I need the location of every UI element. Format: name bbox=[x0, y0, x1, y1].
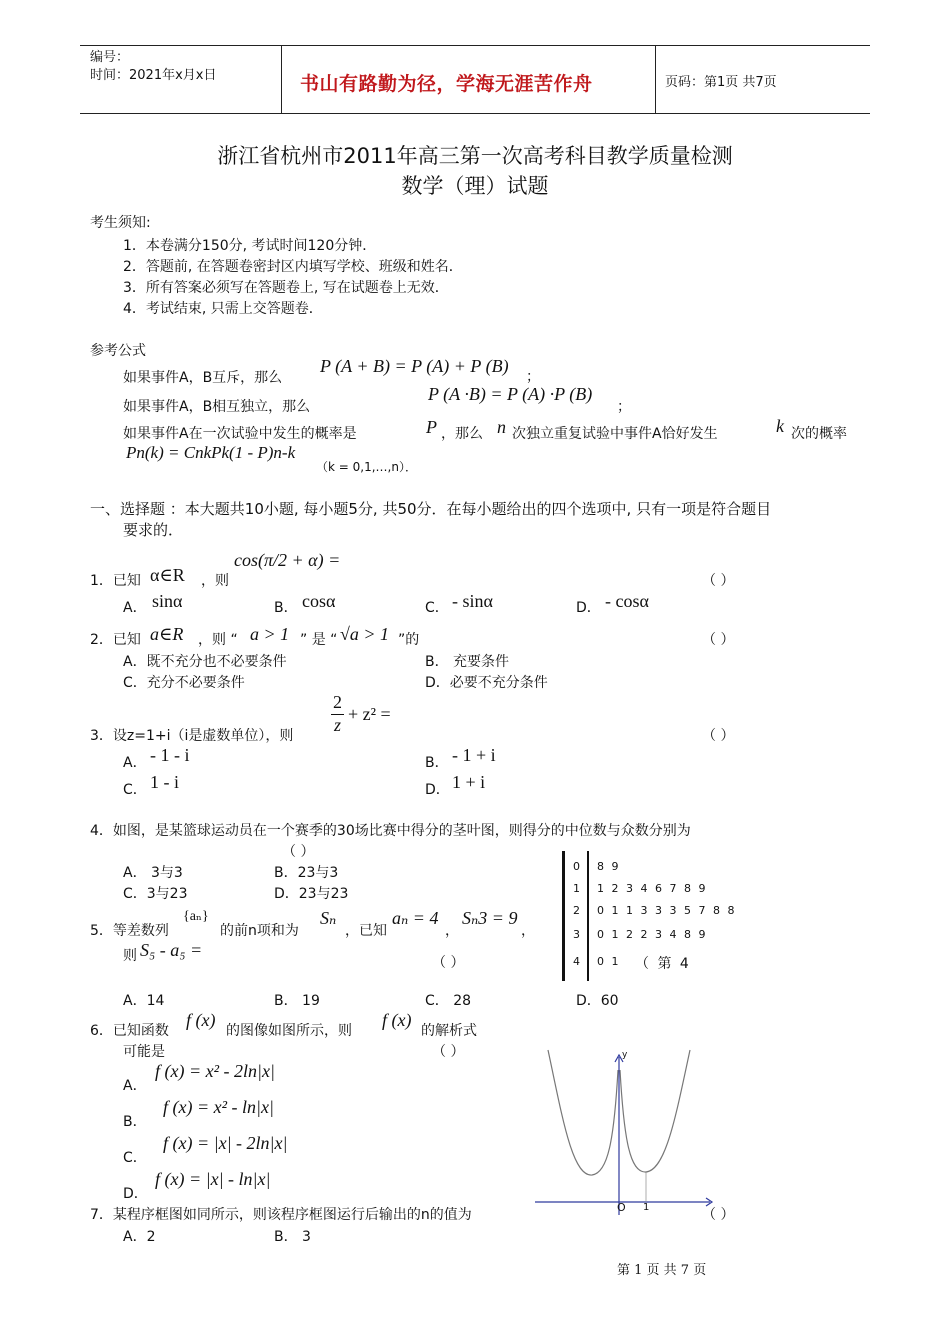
q6-function: f (x) bbox=[186, 1010, 216, 1030]
notice-item: 4．考试结束, 只需上交答题卷． bbox=[123, 301, 323, 317]
q3-option-label[interactable]: A． bbox=[123, 755, 147, 771]
q2-option[interactable]: D．必要不充分条件 bbox=[425, 675, 548, 691]
header-divider-left bbox=[281, 45, 282, 113]
formula-1-text: 如果事件A，B互斥，那么 bbox=[123, 370, 283, 386]
q3-option-label[interactable]: B． bbox=[425, 755, 449, 771]
q1-option-label[interactable]: A． bbox=[123, 600, 147, 616]
title-line-1: 浙江省杭州市2011年高三第一次高考科目教学质量检测 bbox=[217, 144, 733, 168]
q3-option-label[interactable]: C． bbox=[123, 782, 147, 798]
q5-comma: ， bbox=[445, 923, 459, 939]
notice-item: 2．答题前, 在答题卷密封区内填写学校、班级和姓名． bbox=[123, 259, 463, 275]
leaf-values: 0 1 2 2 3 4 8 9 bbox=[597, 928, 708, 941]
formula-2-end: ； bbox=[617, 399, 631, 415]
stem-value: 2 bbox=[573, 904, 582, 917]
q5-answer-paren: （ ） bbox=[432, 955, 465, 971]
q3-answer-paren: （ ） bbox=[702, 728, 735, 744]
q6-option-label[interactable]: C． bbox=[123, 1150, 147, 1166]
q5-option[interactable]: C． 28 bbox=[425, 993, 472, 1009]
q1-option-label[interactable]: C． bbox=[425, 600, 449, 616]
q5-Sn: Sₙ bbox=[320, 908, 337, 928]
q1-option-math: - sinα bbox=[452, 591, 493, 611]
leaf-values: 0 1 1 3 3 3 5 7 8 8 bbox=[597, 904, 737, 917]
formula-heading: 参考公式 bbox=[90, 343, 146, 359]
q6-stem-mid: 的图像如图所示，则 bbox=[226, 1023, 352, 1039]
q3-option-math: 1 - i bbox=[150, 772, 179, 792]
curve-right-branch bbox=[620, 1050, 690, 1172]
q4-stem: 4．如图，是某篮球运动员在一个赛季的30场比赛中得分的茎叶图，则得分的中位数与众数分别为 bbox=[90, 823, 691, 839]
notice-heading: 考生须知: bbox=[90, 215, 151, 231]
time-label: 时间：2021年x月x日 bbox=[90, 68, 217, 83]
q1-option-math: sinα bbox=[152, 591, 183, 611]
q6-option-label[interactable]: D． bbox=[123, 1186, 148, 1202]
q7-option[interactable]: A．2 bbox=[123, 1229, 156, 1245]
q4-option[interactable]: D．23与23 bbox=[274, 886, 349, 902]
q6-stem: 6．已知函数 bbox=[90, 1023, 169, 1039]
stem-value: 4 bbox=[573, 955, 582, 968]
q6-stem-line-2: 可能是 bbox=[123, 1044, 165, 1060]
stem-value: 1 bbox=[573, 882, 582, 895]
q3-fraction-denominator: z bbox=[334, 715, 342, 735]
q6-function-2: f (x) bbox=[382, 1010, 412, 1030]
q1-stem: 1．已知 bbox=[90, 573, 141, 589]
stem-value: 3 bbox=[573, 928, 582, 941]
q1-condition: α∈R bbox=[150, 565, 185, 585]
q5-option[interactable]: A．14 bbox=[123, 993, 165, 1009]
q6-option-math: f (x) = |x| - 2ln|x| bbox=[163, 1133, 288, 1153]
q6-stem-end: 的解析式 bbox=[421, 1023, 477, 1039]
q4-option[interactable]: C．3与23 bbox=[123, 886, 188, 902]
q6-function-graph bbox=[530, 1045, 720, 1220]
q3-expression-rest: + z² = bbox=[348, 704, 391, 724]
q3-option-math: - 1 + i bbox=[452, 745, 496, 765]
formula-3-n: n bbox=[497, 417, 506, 437]
q2-stem-mid-2: ” 是 “ bbox=[300, 632, 338, 648]
q4-option[interactable]: B．23与3 bbox=[274, 865, 339, 881]
q2-p: a > 1 bbox=[250, 624, 290, 644]
q5-condition-1: aₙ = 4 bbox=[392, 908, 439, 928]
q5-stem: 5．等差数列 bbox=[90, 923, 169, 939]
leaf-values: 8 9 bbox=[597, 860, 621, 873]
q1-answer-paren: （ ） bbox=[702, 573, 735, 589]
formula-3-text-c: 次独立重复试验中事件A恰好发生 bbox=[512, 426, 718, 442]
q2-option[interactable]: A．既不充分也不必要条件 bbox=[123, 654, 287, 670]
q6-option-math: f (x) = x² - ln|x| bbox=[163, 1097, 274, 1117]
q6-option-math: f (x) = |x| - ln|x| bbox=[155, 1169, 271, 1189]
stem-leaf-caption: （ 第 4 bbox=[635, 956, 691, 972]
formula-1-math: P (A + B) = P (A) + P (B) bbox=[320, 356, 509, 376]
leaf-values: 1 2 3 4 6 7 8 9 bbox=[597, 882, 708, 895]
q5-condition-2: Sₙ3 = 9 bbox=[462, 908, 518, 928]
q3-option-math: 1 + i bbox=[452, 772, 486, 792]
notice-item: 3．所有答案必须写在答题卷上, 写在试题卷上无效． bbox=[123, 280, 449, 296]
q2-option[interactable]: B． 充要条件 bbox=[425, 654, 510, 670]
q1-expression: cos(π/2 + α) = bbox=[234, 550, 341, 570]
header-bottom-rule bbox=[80, 113, 870, 114]
q2-stem-mid: ，则 “ bbox=[198, 632, 238, 648]
graph-x-tick-label: 1 bbox=[643, 1202, 650, 1213]
formula-3-P: P bbox=[426, 417, 437, 437]
header-divider-right bbox=[655, 45, 656, 113]
stem-leaf-divider bbox=[587, 851, 589, 981]
q7-stem: 7．某程序框图如同所示，则该程序框图运行后输出的n的值为 bbox=[90, 1207, 472, 1223]
q1-option-label[interactable]: B． bbox=[274, 600, 298, 616]
section-1-line-2: 要求的． bbox=[123, 521, 184, 539]
q5-stem-mid-2: ，已知 bbox=[345, 923, 387, 939]
q4-answer-paren: （ ） bbox=[282, 844, 315, 860]
q5-sequence: {aₙ} bbox=[183, 909, 209, 924]
page-footer: 第 1 页 共 7 页 bbox=[617, 1263, 707, 1278]
formula-2-math: P (A ·B) = P (A) ·P (B) bbox=[428, 384, 593, 404]
q2-condition: a∈R bbox=[150, 624, 184, 644]
q6-option-math: f (x) = x² - 2ln|x| bbox=[155, 1061, 275, 1081]
q1-option-math: - cosα bbox=[605, 591, 649, 611]
q5-option[interactable]: B． 19 bbox=[274, 993, 320, 1009]
header-top-rule bbox=[80, 45, 870, 46]
motto: 书山有路勤为径，学海无涯苦作舟 bbox=[300, 73, 593, 95]
formula-3-text-d: 次的概率 bbox=[791, 426, 847, 442]
q3-fraction-numerator: 2 bbox=[333, 692, 342, 712]
formula-2-text: 如果事件A，B相互独立，那么 bbox=[123, 399, 311, 415]
q1-stem-end: ，则 bbox=[201, 573, 229, 589]
q2-answer-paren: （ ） bbox=[702, 632, 735, 648]
curve-left-branch bbox=[548, 1050, 618, 1175]
formula-1-end: ； bbox=[526, 369, 540, 385]
q5-option[interactable]: D．60 bbox=[576, 993, 619, 1009]
q4-option[interactable]: A． 3与3 bbox=[123, 865, 183, 881]
q5-comma-2: ， bbox=[521, 923, 535, 939]
q7-answer-paren: （ ） bbox=[702, 1207, 735, 1223]
section-1-line-1: 一、选择题 ：本大题共10小题, 每小题5分, 共50分．在每小题给出的四个选项中, 只有一项是符合题目 bbox=[90, 500, 772, 518]
q2-q: √a > 1 bbox=[340, 624, 390, 644]
serial-label: 编号： bbox=[90, 50, 130, 65]
q6-option-label[interactable]: B． bbox=[123, 1114, 147, 1130]
formula-3-math: Pn(k) = CnkPk(1 - P)n-k bbox=[126, 443, 296, 462]
q3-option-label[interactable]: D． bbox=[425, 782, 450, 798]
stem-value: 0 bbox=[573, 860, 582, 873]
q1-option-math: cosα bbox=[302, 591, 336, 611]
q3-stem: 3．设z=1+i（i是虚数单位），则 bbox=[90, 728, 294, 744]
formula-3-range: （k = 0,1,…,n）． bbox=[316, 460, 417, 474]
q2-stem-end: ”的 bbox=[398, 632, 420, 648]
q5-ask: S₅ - a₅ = bbox=[140, 940, 203, 960]
formula-3-text-b: ，那么 bbox=[441, 426, 483, 442]
leaf-values: 0 1 bbox=[597, 955, 621, 968]
graph-y-label: y bbox=[622, 1050, 628, 1060]
q2-option[interactable]: C．充分不必要条件 bbox=[123, 675, 245, 691]
notice-item: 1．本卷满分150分, 考试时间120分钟． bbox=[123, 238, 377, 254]
q6-answer-paren: （ ） bbox=[432, 1044, 465, 1060]
page-code: 页码：第1页 共7页 bbox=[665, 75, 777, 90]
q2-stem: 2．已知 bbox=[90, 632, 141, 648]
q6-option-label[interactable]: A． bbox=[123, 1078, 147, 1094]
title-line-2: 数学（理）试题 bbox=[401, 174, 549, 198]
graph-origin-label: O bbox=[617, 1201, 626, 1214]
q1-option-label[interactable]: D． bbox=[576, 600, 601, 616]
q3-option-math: - 1 - i bbox=[150, 745, 190, 765]
formula-3-text-a: 如果事件A在一次试验中发生的概率是 bbox=[123, 426, 357, 442]
q5-stem-line-2: 则 bbox=[123, 948, 137, 964]
formula-3-k: k bbox=[776, 416, 784, 436]
q5-stem-mid: 的前n项和为 bbox=[220, 923, 299, 939]
q7-option[interactable]: B． 3 bbox=[274, 1229, 311, 1245]
stem-leaf-outer-bar bbox=[562, 851, 565, 981]
